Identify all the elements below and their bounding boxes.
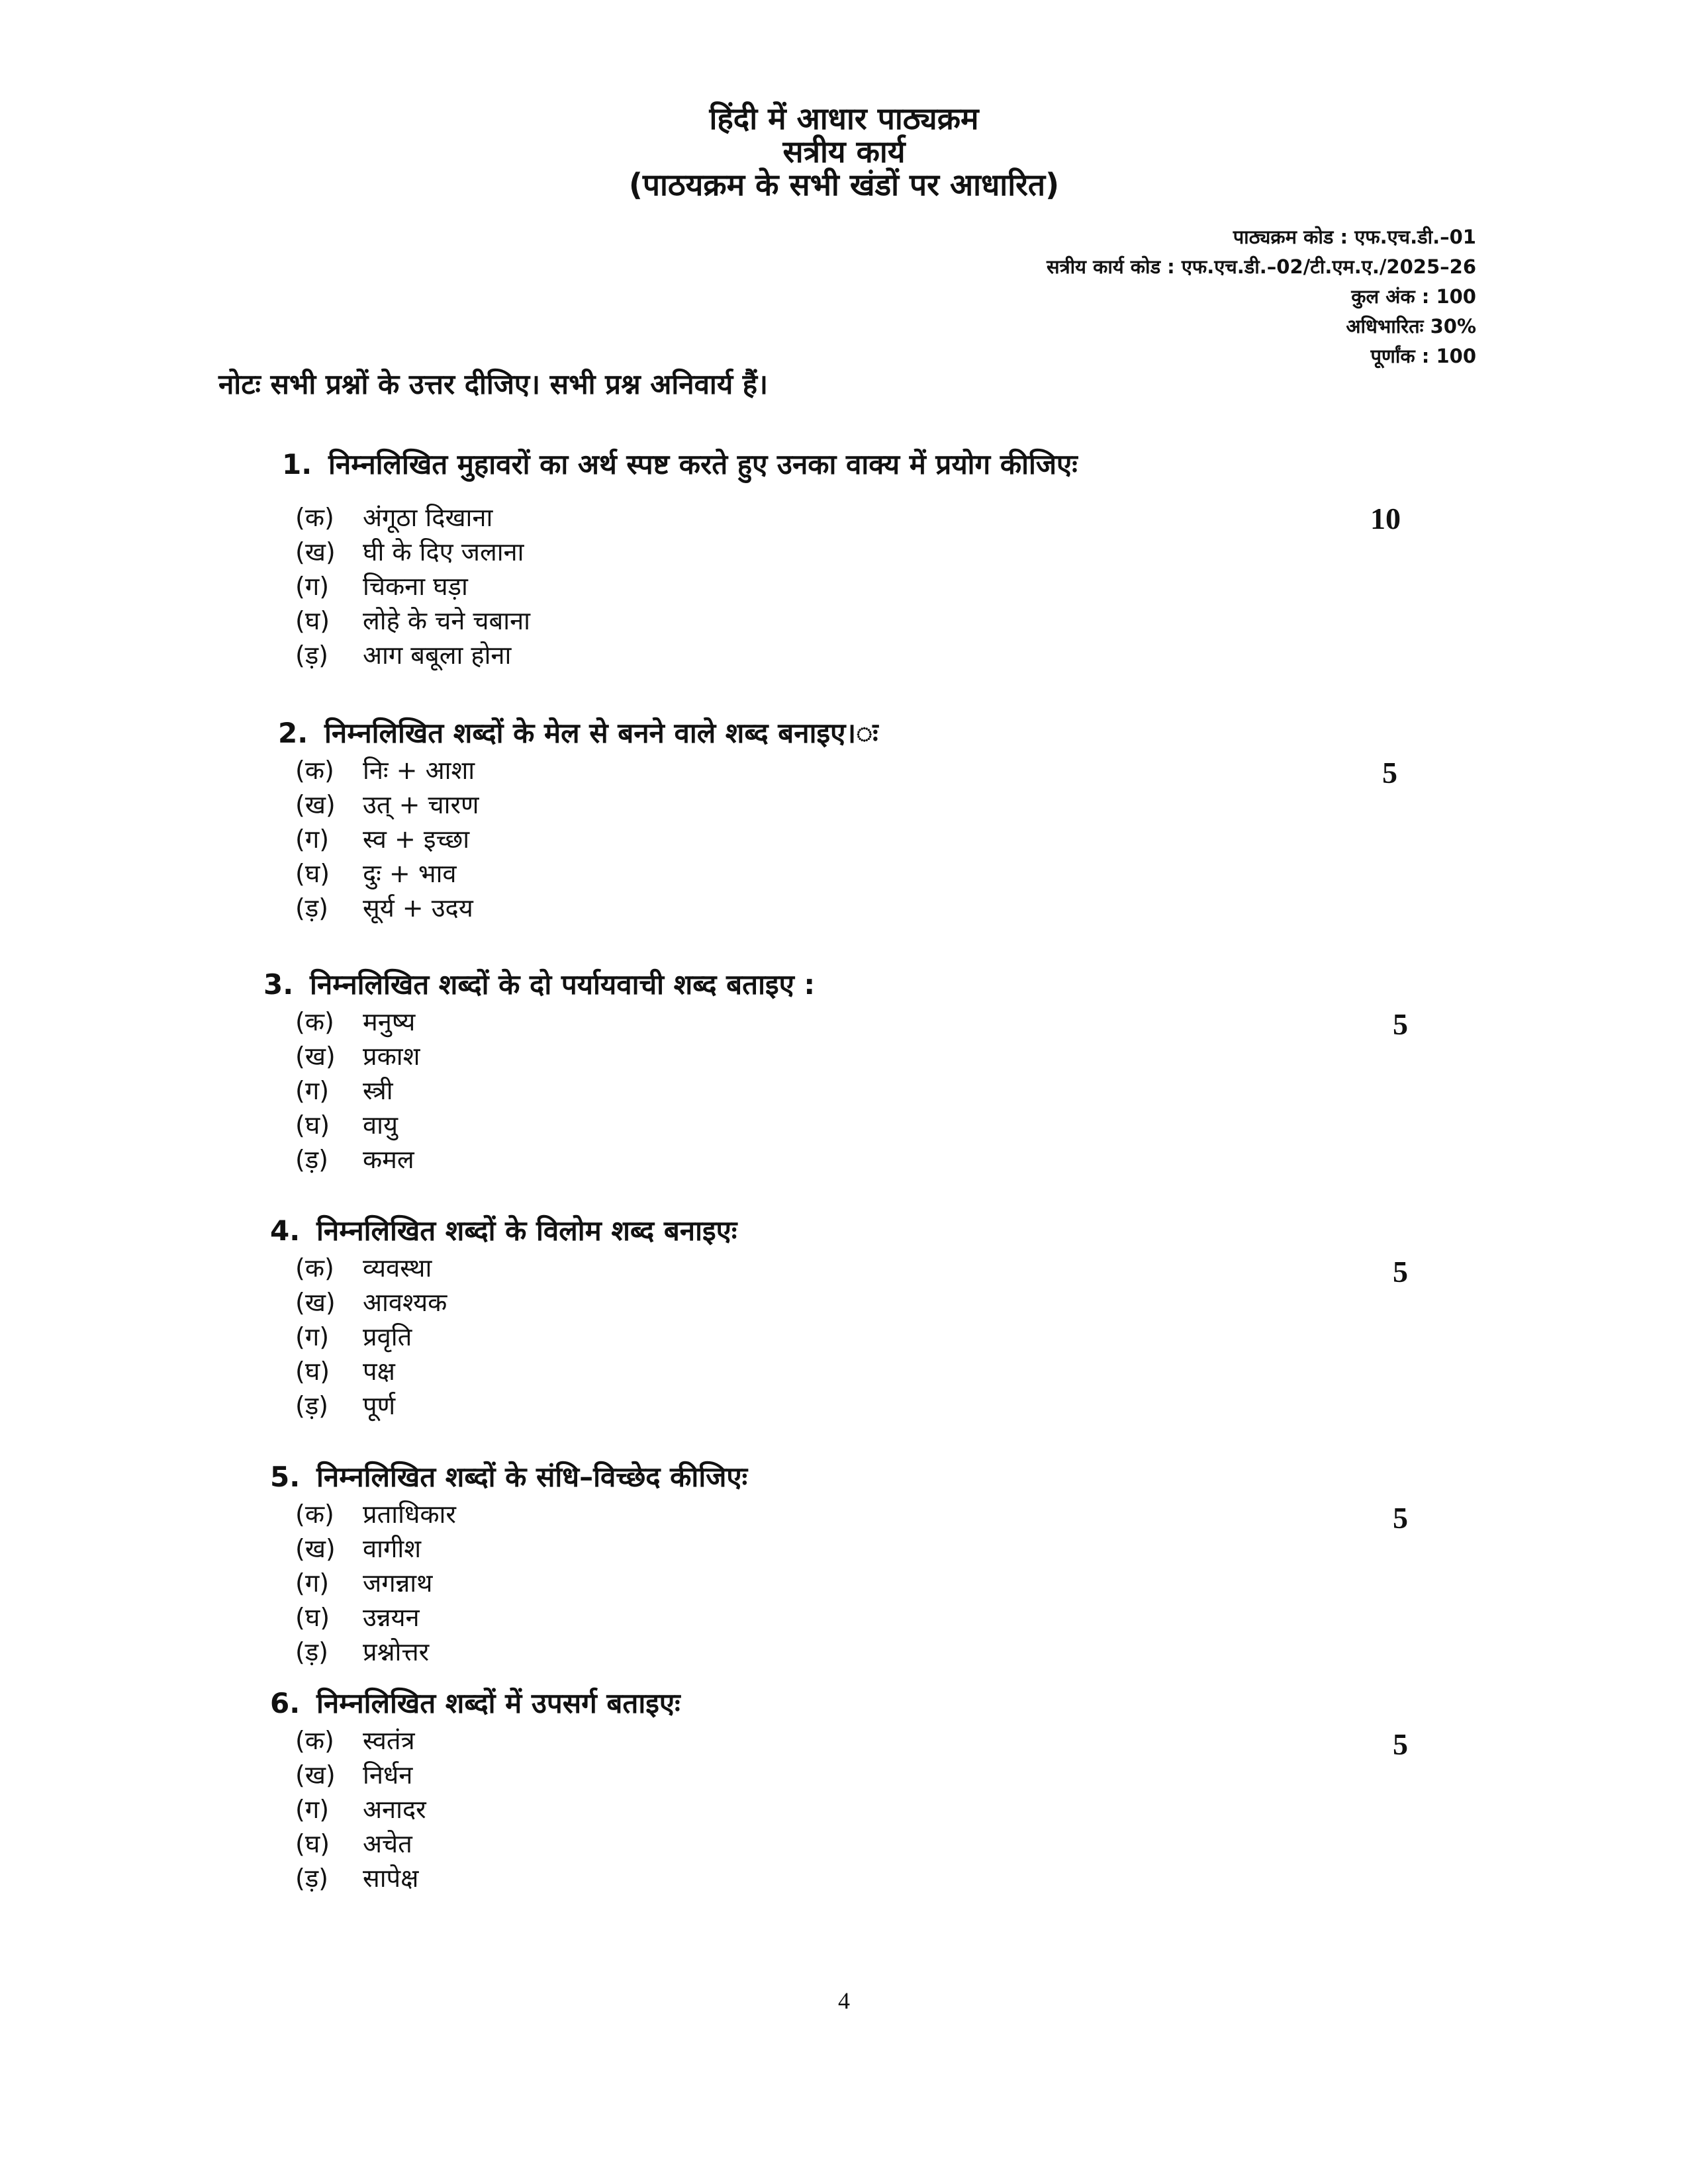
item-label: (क) (295, 1253, 334, 1283)
page-number: 4 (838, 1987, 850, 2014)
question-marks: 10 (1370, 502, 1401, 535)
item-label: (ड़) (295, 893, 328, 923)
item-text: निः + आशा (363, 756, 475, 785)
question-number: 1. (282, 448, 312, 480)
item-text: पूर्ण (363, 1391, 396, 1420)
item-text: अचेत (363, 1829, 412, 1858)
question-text: निम्नलिखित शब्दों में उपसर्ग बताइएः (316, 1687, 680, 1719)
question-heading (263, 968, 815, 1002)
list-item (295, 1108, 420, 1142)
item-label: (क) (295, 503, 334, 532)
maximum-marks: पूर्णांक : 100 (1370, 345, 1476, 367)
item-label: (ख) (295, 537, 336, 567)
item-text: प्रकाश (363, 1042, 420, 1071)
list-item (295, 1354, 447, 1388)
title-line: हिंदी में आधार पाठ्यक्रम (709, 101, 979, 136)
list-item (295, 604, 530, 638)
question-text: निम्नलिखित मुहावरों का अर्थ स्पष्ट करते हुए उनका वाक्य में प्रयोग कीजिएः (328, 448, 1078, 480)
question-heading (282, 447, 1078, 482)
question-text: निम्नलिखित शब्दों के मेल से बनने वाले शब्द बनाइए।ः (324, 717, 878, 749)
item-text: सूर्य + उदय (363, 893, 473, 923)
list-item (295, 1497, 456, 1531)
list-item (295, 1073, 420, 1108)
item-label: (घ) (295, 1357, 330, 1386)
item-text: घी के दिए जलाना (363, 537, 524, 567)
list-item (295, 500, 530, 535)
list-item (295, 638, 530, 672)
item-text: जगन्नाथ (363, 1569, 433, 1598)
list-item (295, 1039, 420, 1073)
question-1 (0, 447, 1688, 686)
item-text: मनुष्य (363, 1007, 416, 1036)
question-marks: 5 (1393, 1007, 1408, 1041)
item-label: (ख) (295, 1042, 336, 1071)
item-label: (ख) (295, 1288, 336, 1317)
item-text: पक्ष (363, 1357, 395, 1386)
question-text: निम्नलिखित शब्दों के विलोम शब्द बनाइएः (316, 1214, 737, 1247)
question-marks: 5 (1393, 1501, 1408, 1535)
list-item (295, 891, 479, 925)
item-label: (ख) (295, 790, 336, 819)
question-2 (0, 716, 1688, 954)
item-text: वायु (363, 1111, 399, 1140)
total-marks: कुल अंक : 100 (1351, 285, 1476, 308)
item-label: (घ) (295, 1111, 330, 1140)
item-text: वागीश (363, 1534, 422, 1563)
item-label: (घ) (295, 1829, 330, 1858)
list-item (295, 753, 479, 788)
item-text: आग बबूला होना (363, 641, 512, 670)
course-meta (1047, 222, 1476, 371)
list-item (295, 1142, 420, 1177)
list-item (295, 1827, 426, 1861)
question-items (295, 1497, 456, 1669)
item-label: (घ) (295, 1603, 330, 1632)
item-text: निर्धन (363, 1760, 413, 1790)
weightage: अधिभारितः 30% (1346, 315, 1476, 338)
question-heading (270, 1686, 680, 1721)
item-label: (ख) (295, 1760, 336, 1790)
question-marks: 5 (1393, 1255, 1408, 1289)
item-text: चिकना घड़ा (363, 572, 468, 601)
item-text: सापेक्ष (363, 1864, 419, 1893)
question-5 (0, 1460, 1688, 1698)
title-line: सत्रीय कार्य (782, 134, 906, 169)
title-line: (पाठयक्रम के सभी खंडों पर आधारित) (628, 167, 1060, 203)
item-text: लोहे के चने चबाना (363, 606, 531, 635)
item-label: (ग) (295, 1322, 330, 1351)
question-text: निम्नलिखित शब्दों के संधि–विच्छेद कीजिएः (316, 1461, 748, 1493)
list-item (295, 1723, 426, 1758)
item-label: (ग) (295, 1569, 330, 1598)
item-label: (क) (295, 1726, 334, 1755)
item-text: दुः + भाव (363, 859, 457, 888)
item-text: प्रताधिकार (363, 1500, 456, 1529)
item-text: आवश्यक (363, 1288, 447, 1317)
item-label: (ड़) (295, 1145, 328, 1174)
list-item (295, 1005, 420, 1039)
item-label: (ग) (295, 825, 330, 854)
list-item (295, 535, 530, 569)
question-marks: 5 (1382, 756, 1397, 790)
question-items (295, 1005, 420, 1177)
item-label: (ग) (295, 572, 330, 601)
list-item (295, 1861, 426, 1895)
item-text: प्रवृति (363, 1322, 412, 1351)
question-4 (0, 1214, 1688, 1452)
list-item (295, 1251, 447, 1285)
question-items (295, 1251, 447, 1423)
item-label: (ड़) (295, 641, 328, 670)
item-label: (ड़) (295, 1391, 328, 1420)
item-text: व्यवस्था (363, 1253, 432, 1283)
item-label: (ग) (295, 1076, 330, 1105)
list-item (295, 1635, 456, 1669)
document-title (0, 102, 1688, 201)
question-number: 4. (270, 1214, 301, 1247)
list-item (295, 569, 530, 604)
item-text: अनादर (363, 1795, 426, 1824)
question-items (295, 753, 479, 925)
question-6 (0, 1686, 1688, 1925)
item-text: स्त्री (363, 1076, 393, 1105)
list-item (295, 1566, 456, 1600)
question-heading (270, 1460, 747, 1494)
question-items (295, 500, 530, 672)
list-item (295, 1320, 447, 1354)
item-label: (ड़) (295, 1637, 328, 1666)
assignment-code: सत्रीय कार्य कोड : एफ.एच.डी.–02/टी.एम.ए./2025–26 (1047, 255, 1476, 278)
question-number: 3. (263, 968, 294, 1001)
item-text: स्व + इच्छा (363, 825, 470, 854)
question-text: निम्नलिखित शब्दों के दो पर्यायवाची शब्द बताइए : (310, 968, 816, 1001)
question-heading (270, 1214, 737, 1248)
item-text: स्वतंत्र (363, 1726, 415, 1755)
instructions-note: नोटः सभी प्रश्नों के उत्तर दीजिए। सभी प्रश्न अनिवार्य हैं। (218, 368, 769, 400)
list-item (295, 1600, 456, 1635)
list-item (295, 788, 479, 822)
question-items (295, 1723, 426, 1895)
course-code: पाठ्यक्रम कोड : एफ.एच.डी.–01 (1233, 226, 1476, 248)
question-number: 2. (278, 717, 308, 749)
item-label: (ड़) (295, 1864, 328, 1893)
list-item (295, 856, 479, 891)
question-heading (278, 716, 878, 751)
item-text: कमल (363, 1145, 414, 1174)
item-text: अंगूठा दिखाना (363, 503, 493, 532)
item-label: (ख) (295, 1534, 336, 1563)
question-number: 5. (270, 1461, 301, 1493)
item-label: (क) (295, 756, 334, 785)
item-label: (घ) (295, 859, 330, 888)
question-marks: 5 (1393, 1727, 1408, 1761)
item-label: (ग) (295, 1795, 330, 1824)
item-label: (क) (295, 1007, 334, 1036)
list-item (295, 1758, 426, 1792)
item-label: (घ) (295, 606, 330, 635)
item-text: उन्नयन (363, 1603, 420, 1632)
question-3 (0, 968, 1688, 1206)
list-item (295, 1285, 447, 1320)
item-text: प्रश्नोत्तर (363, 1637, 430, 1666)
item-label: (क) (295, 1500, 334, 1529)
question-number: 6. (270, 1687, 301, 1719)
list-item (295, 1792, 426, 1827)
list-item (295, 1388, 447, 1423)
list-item (295, 1531, 456, 1566)
list-item (295, 822, 479, 856)
item-text: उत् + चारण (363, 790, 479, 819)
